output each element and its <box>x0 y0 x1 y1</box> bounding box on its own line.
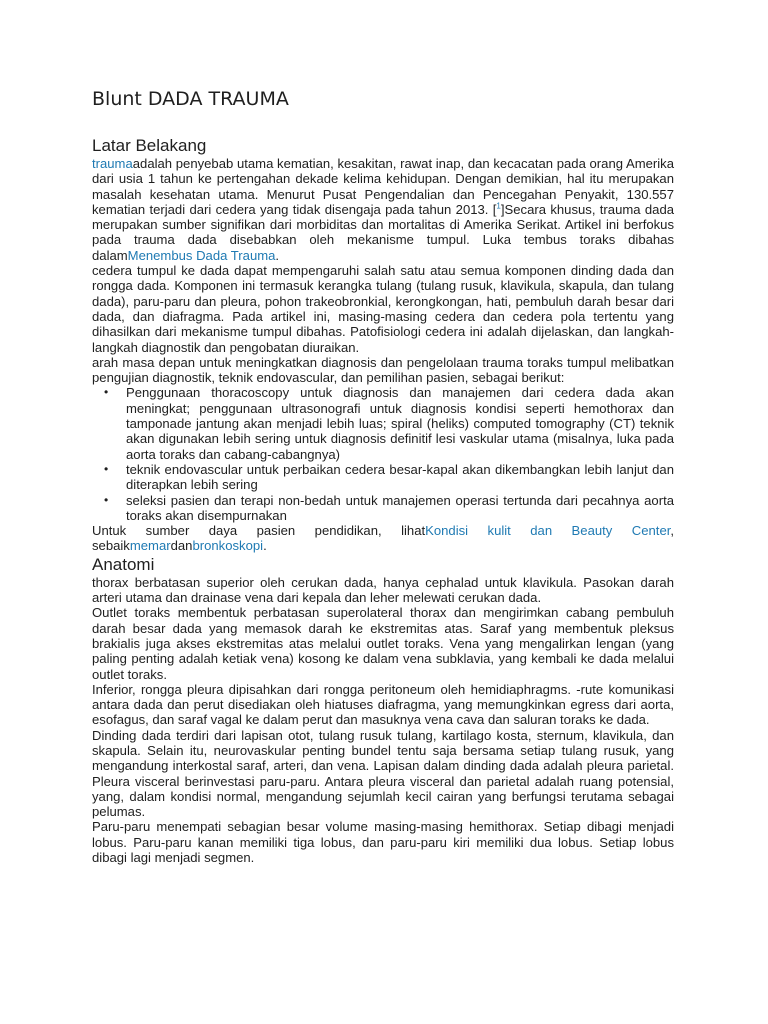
footnote-ref-1[interactable]: 1 <box>496 201 501 211</box>
paragraph-cedera-tumpul: cedera tumpul ke dada dapat mempengaruhi salah satu atau semua komponen dinding dada dan rongga dada. Komponen ini termasuk kerangka tulang (tulang rusuk, klavikula, skapula, dan tulang dada), paru-paru dan pleura, pohon trakeobronkial, kerongkongan, hati, pembuluh darah besar dari dada, dan diafragma. Pada artikel ini, masing-masing cedera dan cedera pola tertentu yang dihasilkan dari mekanisme tumpul dibahas. Patofisiologi cedera ini adalah dijelaskan, dan langkah-langkah diagnostik dan pengobatan diuraikan. <box>92 263 674 355</box>
section-heading-latar-belakang: Latar Belakang <box>92 136 207 155</box>
paragraph-resources-text-2: , sebaik <box>92 523 674 554</box>
section-heading-anatomi: Anatomi <box>92 554 155 574</box>
paragraph-intro-text-3: . <box>275 247 280 263</box>
list-item: • Penggunaan thoracoscopy untuk diagnosis dan manajemen dari cedera dada akan meningkat; penggunaan ultrasonografi untuk diagnosis kondisi seperti hemothorax dan tamponade jantung akan menjadi lebih luas; spiral (heliks) computed tomography (CT) teknik akan digunakan lebih sering untuk diagnosis definitif lesi vaskular utama (misalnya, luka pada aorta toraks dan cabang-cabangnya) <box>126 385 674 461</box>
link-trauma[interactable]: trauma <box>92 156 133 171</box>
link-memar[interactable]: memar <box>129 538 171 554</box>
paragraph-anatomi-3: Inferior, rongga pleura dipisahkan dari rongga peritoneum oleh hemidiaphragms. -rute komunikasi antara dada dan perut disediakan oleh hiatuses diafragma, yang memungkinkan egress dari aorta, esofagus, dan saraf vagal ke dalam perut dan masuknya vena cava dan saluran toraks ke dada. <box>92 681 674 728</box>
link-bronkoskopi[interactable]: bronkoskopi <box>192 538 264 554</box>
paragraph-intro <box>92 156 674 263</box>
paragraph-arah-masa-depan: arah masa depan untuk meningkatkan diagnosis dan pengelolaan trauma toraks tumpul melibatkan pengujian diagnostik, teknik endovascular, dan pemilihan pasien, sebagai berikut: <box>92 354 674 386</box>
paragraph-patient-resources <box>92 523 674 554</box>
paragraph-intro-text-1: adalah penyebab utama kematian, kesakitan, rawat inap, dan kecacatan pada orang Amerika dari usia 1 tahun ke pertengahan dekade kelima kehidupan. Dengan demikian, hal itu merupakan masalah kesehatan utama. Menurut Pusat Pengendalian dan Pencegahan Penyakit, 130.557 kematian terjadi dari cedera yang tidak disengaja pada tahun 2013. [ <box>92 156 674 217</box>
link-kondisi-kulit[interactable]: Kondisi kulit dan Beauty Center <box>425 523 671 539</box>
paragraph-resources-text-4: . <box>263 538 267 554</box>
link-menembus-dada-trauma[interactable]: Menembus Dada Trauma <box>127 247 276 263</box>
paragraph-anatomi-2: Outlet toraks membentuk perbatasan superolateral thorax dan mengirimkan cabang pembuluh darah besar dada yang memasok darah ke ekstremitas atas. Saraf yang membentuk pleksus brakialis juga akses ekstremitas atas melalui outlet toraks. Vena yang mengalirkan lengan (yang paling penting adalah ketiak vena) kosong ke dalam vena subklavia, yang kembali ke dada melalui outlet toraks. <box>92 605 674 682</box>
paragraph-anatomi-4: Dinding dada terdiri dari lapisan otot, tulang rusuk tulang, kartilago kosta, sternum, klavikula, dan skapula. Selain itu, neurovaskular penting bundel tentu saja bersama setiap tulang rusuk, yang mengandung interkostal saraf, arteri, dan vena. Lapisan dalam dinding dada adalah pleura parietal. Pleura visceral berinvestasi paru-paru. Antara pleura visceral dan parietal adalah ruang potensial, yang, dalam kondisi normal, mengandung sejumlah kecil cairan yang berfungsi terutama sebagai pelumas. <box>92 727 674 820</box>
document-body <box>92 88 674 865</box>
document-title: Blunt DADA TRAUMA <box>92 88 289 110</box>
paragraph-anatomi-1: thorax berbatasan superior oleh cerukan dada, hanya cephalad untuk klavikula. Pasokan darah arteri utama dan drainase vena dari kepala dan leher melewati cerukan dada. <box>92 574 674 606</box>
future-directions-list <box>92 385 674 523</box>
list-item: • teknik endovascular untuk perbaikan cedera besar-kapal akan dikembangkan lebih lanjut dan diterapkan lebih sering <box>126 462 674 493</box>
paragraph-resources-text-1: Untuk sumber daya pasien pendidikan, lihat <box>92 523 426 539</box>
paragraph-intro-text-2: ]Secara khusus, trauma dada merupakan sumber signifikan dari morbiditas dan mortalitas di Amerika Serikat. Artikel ini berfokus pada trauma dada disebabkan oleh mekanisme tumpul. Luka tembus toraks dibahas dalam <box>92 201 675 263</box>
paragraph-resources-text-3: dan <box>170 538 193 554</box>
paragraph-anatomi-5: Paru-paru menempati sebagian besar volume masing-masing hemithorax. Setiap dibagi menjadi lobus. Paru-paru kanan memiliki tiga lobus, dan paru-paru kiri memiliki dua lobus. Setiap lobus dibagi lagi menjadi segmen. <box>92 819 674 866</box>
list-item: • seleksi pasien dan terapi non-bedah untuk manajemen operasi tertunda dari pecahnya aorta toraks akan disempurnakan <box>126 493 674 524</box>
